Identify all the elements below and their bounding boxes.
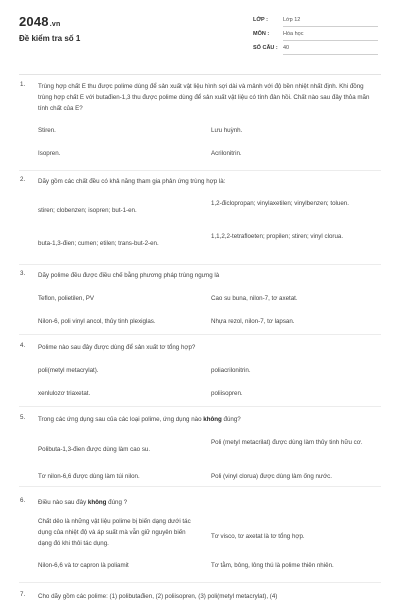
option-c[interactable]: Nilon-6,6 và tơ capron là poliamit: [38, 562, 129, 569]
option-a[interactable]: stiren; clobenzen; isopren; but-1-en.: [38, 207, 137, 214]
option-b[interactable]: Poli (metyl metacrilat) được dùng làm thủy tinh hữu cơ.: [211, 439, 363, 446]
question-number: 1.: [20, 81, 26, 88]
option-c[interactable]: Nilon-6, poli vinyl ancol, thủy tinh plexiglas.: [38, 318, 156, 325]
question-number: 7.: [20, 591, 26, 598]
option-b[interactable]: poliacrilonitrin.: [211, 367, 251, 374]
question-emphasis: không: [203, 416, 222, 423]
page-header: [0, 0, 400, 70]
question-text: Dãy polime đều được điều chế bằng phương pháp trùng ngưng là: [38, 272, 220, 279]
question-divider: [19, 582, 381, 583]
option-c[interactable]: buta-1,3-đien; cumen; etilen; trans-but-2-en.: [38, 240, 159, 247]
option-a[interactable]: Stiren.: [38, 127, 56, 134]
option-a[interactable]: Polibuta-1,3-đien được dùng làm cao su.: [38, 446, 151, 453]
question-text-end: đúng?: [221, 416, 241, 423]
option-d[interactable]: Tơ tằm, bông, lông thú là polime thiên nhiên.: [211, 562, 334, 569]
option-b[interactable]: Tơ visco, tơ axetat là tơ tổng hợp.: [211, 533, 305, 540]
option-d[interactable]: Nhựa rezol, nilon-7, tơ lapsan.: [211, 318, 295, 325]
question-text-end: đúng ?: [106, 499, 128, 506]
meta-count-value: 40: [283, 45, 378, 55]
option-d[interactable]: Poli (vinyl clorua) được dùng làm ống nước.: [211, 473, 332, 480]
meta-subject-label: MÔN :: [253, 31, 270, 37]
question-emphasis: không: [87, 499, 107, 506]
option-b[interactable]: Cao su buna, nilon-7, tơ axetat.: [211, 295, 298, 302]
option-c[interactable]: Tơ nilon-6,6 được dùng làm túi nilon.: [38, 473, 140, 480]
question-divider: [19, 406, 381, 407]
meta-subject-value: Hóa học: [283, 31, 378, 41]
question-divider: [19, 334, 381, 335]
question-number: 6.: [20, 497, 26, 504]
question-number: 3.: [20, 270, 26, 277]
option-b[interactable]: Lưu huỳnh.: [211, 127, 243, 134]
site-logo[interactable]: [19, 14, 60, 29]
question-divider: [19, 170, 381, 171]
option-b[interactable]: 1,2-điclopropan; vinylaxetilen; vinylbenzen; toluen.: [211, 200, 349, 207]
question-text-start: Điều nào sau đây: [38, 499, 88, 506]
question-divider: [19, 486, 381, 487]
meta-class-label: LỚP :: [253, 17, 268, 23]
question-text: Cho dãy gồm các polime: (1) polibutađien, (2) poliisopren, (3) poli(metyl metacrylat), (4): [38, 593, 278, 600]
question-text: Trùng hợp chất E thu được polime dùng để sản xuất vật liệu hình sợi dài và mảnh với độ bền nhiệt nhất định. Khi đồng trùng hợp chất E với butađien-1,3 thu được polime dùng để sản xuất vật liệu có tính đàn hồi. Chất nào sau đây thỏa mãn tính chất của E?: [38, 83, 370, 112]
option-d[interactable]: Acrilonitrin.: [211, 150, 242, 157]
question-number: 5.: [20, 414, 26, 421]
option-a[interactable]: Chất dẻo là những vật liệu polime bị biến dạng dưới tác dụng của nhiệt độ và áp suất mà vẫn giữ nguyên biến dạng đó khi thôi tác dụng.: [38, 518, 191, 547]
question-divider: [19, 264, 381, 265]
meta-class-value: Lớp 12: [283, 17, 378, 27]
option-c[interactable]: Isopren.: [38, 150, 61, 157]
option-c[interactable]: xenlulozơ triaxetat.: [38, 390, 91, 397]
option-d[interactable]: poliisopren.: [211, 390, 243, 397]
question-text: [38, 414, 378, 425]
option-a[interactable]: Teflon, polietilen, PV: [38, 295, 95, 302]
question-text: Dãy gồm các chất đều có khả năng tham gia phản ứng trùng hợp là:: [38, 178, 226, 185]
option-a[interactable]: poli(metyl metacrylat).: [38, 367, 99, 374]
question-number: 2.: [20, 176, 26, 183]
question-number: 4.: [20, 342, 26, 349]
question-text: [38, 497, 378, 508]
question-text: Polime nào sau đây được dùng để sản xuất tơ tổng hợp?: [38, 344, 196, 351]
header-divider: [19, 74, 381, 75]
option-d[interactable]: 1,1,2,2-tetrafloeten; propilen; stiren; vinyl clorua.: [211, 233, 344, 240]
question-text-start: Trong các ứng dụng sau của các loại polime, ứng dụng nào: [38, 416, 204, 423]
exam-title: Đề kiểm tra số 1: [19, 34, 81, 43]
meta-count-label: SỐ CÂU :: [253, 45, 278, 51]
logo-text: 2048: [19, 14, 49, 29]
logo-suffix: .vn: [49, 21, 61, 28]
